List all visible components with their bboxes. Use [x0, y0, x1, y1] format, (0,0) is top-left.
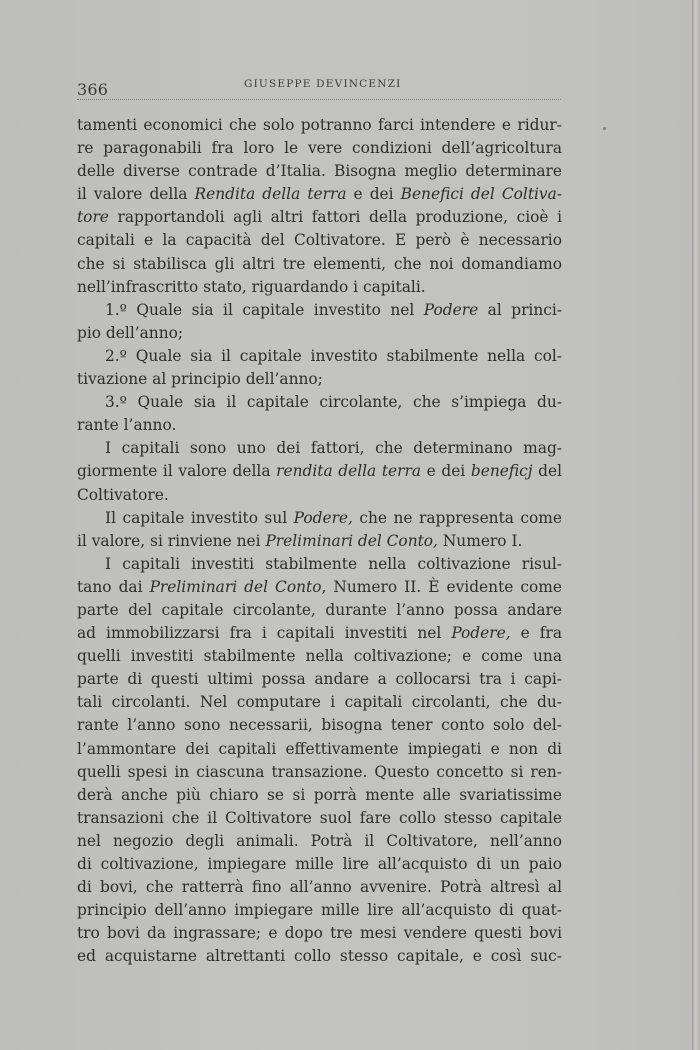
- text-line: [77, 460, 562, 483]
- text-line: [77, 807, 562, 830]
- body-text: [77, 114, 562, 968]
- text-line: [77, 437, 562, 460]
- paper-speck: [603, 127, 606, 130]
- text-line: [77, 714, 562, 737]
- text-run: quelli spesi in ciascuna transazione. Questo concetto si ren-: [77, 762, 562, 781]
- text-line: [77, 368, 562, 391]
- italic-term: Podere: [423, 300, 479, 319]
- text-run: capitali e la capacità del Coltivatore. E però è necessario: [77, 231, 562, 250]
- italic-term: Podere,: [293, 508, 353, 527]
- text-run: 2.º Quale sia il capitale investito stabilmente nella col-: [105, 346, 562, 365]
- text-line: [77, 622, 562, 645]
- text-run: derà anche più chiaro se si porrà mente alle svariatissime: [77, 785, 562, 804]
- text-run: tamenti economici che solo potranno farci intendere e ridur-: [77, 116, 562, 134]
- paragraph: [77, 553, 562, 969]
- text-run: tano dai: [77, 577, 150, 596]
- text-run: I capitali sono uno dei fattori, che determinano mag-: [105, 439, 562, 458]
- text-run: Coltivatore.: [77, 485, 169, 504]
- text-run: di coltivazione, impiegare mille lire all’acquisto di un paio: [77, 855, 562, 873]
- page-header: [77, 78, 561, 100]
- text-run: e fra: [510, 624, 563, 643]
- text-line: [77, 183, 562, 206]
- text-run: quelli investiti stabilmente nella coltivazione; e come una: [77, 647, 562, 666]
- text-line: [77, 530, 562, 553]
- italic-term: rendita della terra: [276, 462, 422, 481]
- text-line: [77, 276, 562, 299]
- text-line: [77, 253, 562, 276]
- paragraph: [77, 114, 562, 299]
- italic-term: Preliminari del Conto: [149, 577, 322, 596]
- text-line: [77, 945, 562, 968]
- page-number: 366: [77, 80, 109, 99]
- text-line: [77, 553, 562, 576]
- text-run: principio dell’anno impiegare mille lire all’acquisto di quat-: [77, 901, 562, 920]
- text-line: [77, 114, 562, 137]
- text-line: [77, 322, 562, 345]
- text-run: e dei: [346, 185, 401, 204]
- text-run: pio dell’anno;: [77, 323, 184, 342]
- running-head: GIUSEPPE DEVINCENZI: [244, 78, 402, 90]
- text-run: re paragonabili fra loro le vere condizioni dell’agricoltura: [77, 139, 562, 158]
- text-run: ed acquistarne altrettanti collo stesso capitale, e così suc-: [77, 947, 562, 966]
- text-run: nel negozio degli animali. Potrà il Coltivatore, nell’anno: [77, 831, 562, 850]
- paragraph: [77, 391, 562, 437]
- text-run: 3.º Quale sia il capitale circolante, che s’impiega du-: [105, 393, 562, 412]
- text-run: rante l’anno.: [77, 416, 177, 435]
- text-line: [77, 668, 562, 691]
- text-line: [77, 507, 562, 530]
- text-run: 1.º Quale sia il capitale investito nel: [105, 300, 424, 319]
- paragraph: [77, 345, 562, 391]
- text-line: [77, 299, 562, 322]
- italic-term: tore: [77, 208, 109, 227]
- italic-term: Rendita della terra: [194, 185, 347, 204]
- text-run: tali circolanti. Nel computare i capitali circolanti, che du-: [77, 693, 562, 712]
- text-line: [77, 899, 562, 922]
- text-line: [77, 830, 562, 853]
- text-run: tivazione al principio dell’anno;: [77, 370, 323, 389]
- paragraph: [77, 299, 562, 345]
- text-run: ad immobilizzarsi fra i capitali investiti nel: [77, 624, 452, 643]
- paragraph: [77, 507, 562, 553]
- text-run: tro bovi da ingrassare; e dopo tre mesi vendere questi bovi: [77, 924, 562, 943]
- text-run: il valore, si rinviene nei: [77, 531, 266, 550]
- text-run: , Numero II. È evidente come: [321, 577, 562, 596]
- text-run: I capitali investiti stabilmente nella coltivazione risul-: [105, 554, 562, 573]
- text-run: e dei: [421, 462, 471, 481]
- text-line: [77, 784, 562, 807]
- text-line: [77, 160, 562, 183]
- text-line: [77, 229, 562, 252]
- text-run: rante l’anno sono necessarii, bisogna tener conto solo del-: [77, 716, 562, 735]
- text-run: Il capitale investito sul: [105, 508, 294, 527]
- text-line: [77, 576, 562, 599]
- text-run: che si stabilisca gli altri tre elementi, che noi domandiamo: [77, 254, 562, 273]
- text-line: [77, 645, 562, 668]
- italic-term: Podere,: [451, 624, 511, 643]
- text-line: [77, 738, 562, 761]
- text-run: Numero I.: [437, 531, 523, 550]
- text-run: transazioni che il Coltivatore suol fare collo stesso capitale: [77, 808, 562, 827]
- text-line: [77, 414, 562, 437]
- text-line: [77, 206, 562, 229]
- text-line: [77, 484, 562, 507]
- text-run: l’ammontare dei capitali effettivamente impiegati e non di: [77, 739, 562, 758]
- italic-term: Preliminari del Conto,: [265, 531, 438, 550]
- text-line: [77, 391, 562, 414]
- text-line: [77, 345, 562, 368]
- page-edge: [692, 0, 700, 1050]
- text-run: al princi-: [478, 300, 562, 319]
- text-run: del: [532, 462, 562, 481]
- text-run: nell’infrascritto stato, riguardando i capitali.: [77, 277, 426, 296]
- text-run: parte di questi ultimi possa andare a collocarsi tra i capi-: [77, 670, 562, 689]
- text-line: [77, 137, 562, 160]
- text-run: il valore della: [77, 185, 195, 204]
- text-line: [77, 853, 562, 876]
- text-line: [77, 599, 562, 622]
- italic-term: beneficj: [470, 462, 533, 481]
- text-line: [77, 876, 562, 899]
- text-run: parte del capitale circolante, durante l’anno possa andare: [77, 600, 562, 619]
- text-line: [77, 761, 562, 784]
- italic-term: Benefici del Coltiva-: [400, 185, 563, 204]
- text-line: [77, 691, 562, 714]
- text-run: di bovi, che ratterrà fino all’anno avvenire. Potrà altresì al: [77, 878, 562, 897]
- text-run: che ne rappresenta come: [352, 508, 562, 527]
- text-run: giormente il valore della: [77, 462, 277, 481]
- text-run: rapportandoli agli altri fattori della produzione, cioè i: [108, 208, 562, 227]
- header-rule: [77, 99, 561, 100]
- paragraph: [77, 437, 562, 506]
- text-run: delle diverse contrade d’Italia. Bisogna meglio determinare: [77, 162, 562, 181]
- text-line: [77, 922, 562, 945]
